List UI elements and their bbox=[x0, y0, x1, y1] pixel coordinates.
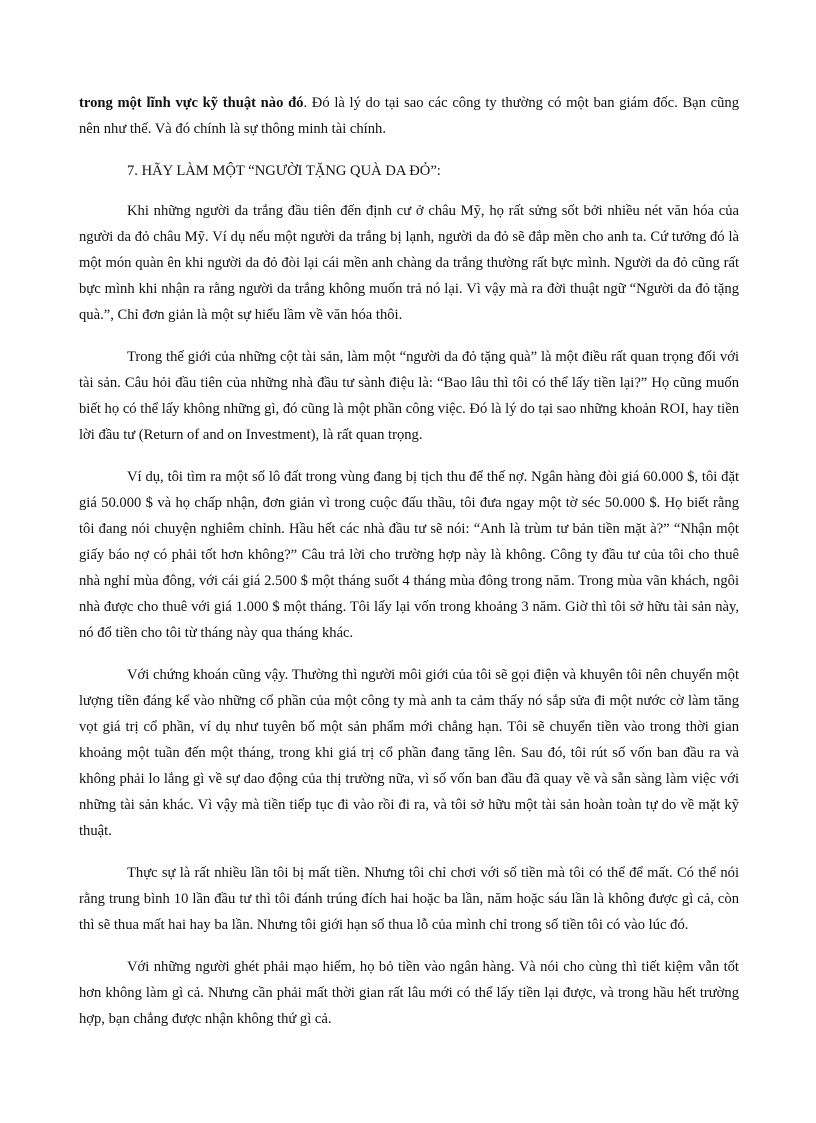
paragraph-land-example: Ví dụ, tôi tìm ra một số lô đất trong vùng đang bị tịch thu để thế nợ. Ngân hàng đòi giá 60.000 $, tôi đặt giá 50.000 $ và họ chấp nhận, đơn giản vì trong cuộc đấu thầu, tôi đưa ngay một tờ séc 50.000 $. Họ biết rằng tôi đang nói chuyện nghiêm chỉnh. Hầu hết các nhà đầu tư sẽ nói: “Anh là trùm tư bản tiền mặt à?” “Nhận một giấy báo nợ có phải tốt hơn không?” Câu trả lời cho trường hợp này là không. Công ty đầu tư của tôi cho thuê nhà nghỉ mùa đông, với cái giá 2.500 $ một tháng suốt 4 tháng mùa đông trong năm. Trong mùa vãn khách, ngôi nhà được cho thuê với giá 1.000 $ một tháng. Tôi lấy lại vốn trong khoảng 3 năm. Giờ thì tôi sở hữu tài sản này, nó đổ tiền cho tôi từ tháng này qua tháng khác. bbox=[79, 469, 739, 641]
paragraph-savings: Với những người ghét phải mạo hiểm, họ bỏ tiền vào ngân hàng. Và nói cho cùng thì tiết kiệm vẫn tốt hơn không làm gì cả. Nhưng cần phải mất thời gian rất lâu mới có thể lấy tiền lại được, và trong hầu hết trường hợp, bạn chẳng được nhận không thứ gì cả. bbox=[79, 959, 739, 1027]
paragraph-stocks: Với chứng khoán cũng vậy. Thường thì người môi giới của tôi sẽ gọi điện và khuyên tôi nên chuyển một lượng tiền đáng kể vào những cổ phần của một công ty mà anh ta cảm thấy nó sắp sửa đi một nước cờ làm tăng vọt giá trị cổ phần, ví dụ như tuyên bố một sản phẩm mới chẳng hạn. Tôi sẽ chuyển tiền vào trong thời gian khoảng một tuần đến một tháng, trong khi giá trị cổ phần đang tăng lên. Sau đó, tôi rút số vốn ban đầu ra và không phải lo lắng gì về sự dao động của thị trường nữa, vì số vốn ban đầu đã quay về và sẵn sàng làm việc với những tài sản khác. Vì vậy mà tiền tiếp tục đi vào rồi đi ra, và tôi sở hữu một tài sản hoàn toàn tự do về mặt kỹ thuật. bbox=[79, 667, 739, 839]
paragraph-asset-column: Trong thế giới của những cột tài sản, làm một “người da đỏ tặng quà” là một điều rất quan trọng đối với tài sản. Câu hỏi đầu tiên của những nhà đầu tư sành điệu là: “Bao lâu thì tôi có thể lấy tiền lại?” Họ cũng muốn biết họ có thể lấy không những gì, đó cũng là một phần công việc. Đó là lý do tại sao những khoản ROI, hay tiền lời đầu tư (Return of and on Investment), là rất quan trọng. bbox=[79, 349, 739, 443]
intro-bold-text: trong một lĩnh vực kỹ thuật nào đó bbox=[79, 95, 304, 111]
intro-paragraph bbox=[79, 90, 739, 142]
paragraph-losses: Thực sự là rất nhiều lần tôi bị mất tiền. Nhưng tôi chỉ chơi với số tiền mà tôi có thể để mất. Có thể nói rằng trung bình 10 lần đầu tư thì tôi đánh trúng đích hai hoặc ba lần, năm hoặc sáu lần là không được gì cả, còn thì sẽ thua mất hai hay ba lần. Nhưng tôi giới hạn số thua lỗ của mình chỉ trong số tiền tôi có vào lúc đó. bbox=[79, 865, 739, 933]
section-heading: 7. HÃY LÀM MỘT “NGƯỜI TẶNG QUÀ DA ĐỎ”: bbox=[127, 163, 441, 179]
intro-rest-text: . Đó là lý do tại sao các công ty thường có một ban giám đốc. Bạn cũng nên như thế. Và đó chính là sự thông minh tài chính. bbox=[79, 95, 740, 137]
document-page bbox=[79, 90, 739, 1048]
paragraph-indian-giver-origin: Khi những người da trắng đầu tiên đến định cư ở châu Mỹ, họ rất sửng sốt bởi nhiều nét văn hóa của người da đỏ châu Mỹ. Ví dụ nếu một người da trắng bị lạnh, người da đỏ sẽ đắp mền cho anh ta. Cứ tưởng đó là một món quàn ên khi người da đỏ đòi lại cái mền anh chàng da trắng thường rất bực mình. Người da đỏ cũng rất bực mình khi nhận ra rằng người da trắng không muốn trả nó lại. Vì vậy mà ra đời thuật ngữ “Người da đỏ tặng quà.”, Chỉ đơn giản là một sự hiểu lầm về văn hóa thôi. bbox=[79, 203, 739, 323]
